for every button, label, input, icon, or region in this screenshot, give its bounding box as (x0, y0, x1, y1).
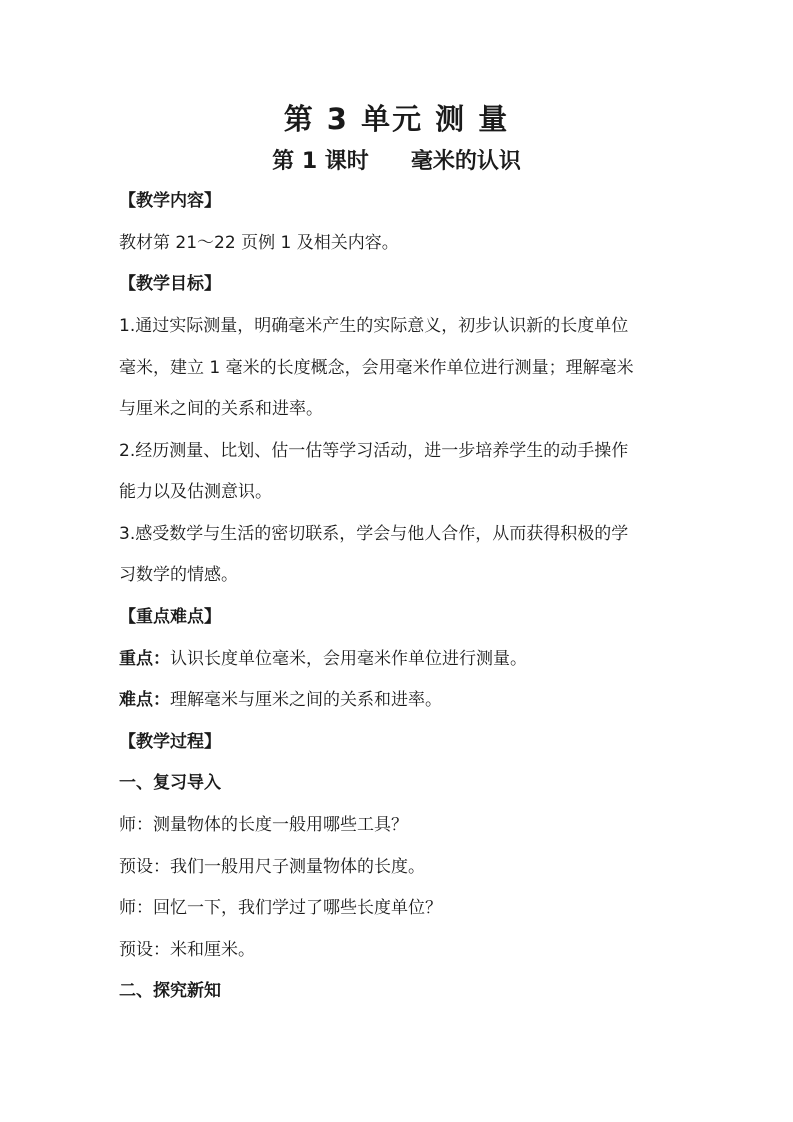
difficult-point (119, 689, 442, 711)
key-label: 重点： (119, 649, 170, 669)
goal1-line3: 与厘米之间的关系和进率。 (119, 399, 323, 419)
lesson-title (0, 144, 793, 175)
goals-heading: 【教学目标】 (119, 274, 221, 294)
process-heading: 【教学过程】 (119, 732, 221, 752)
dialog-line-4: 预设：米和厘米。 (119, 940, 255, 960)
difficult-label: 难点： (119, 690, 170, 710)
goal1-line2: 毫米，建立 1 毫米的长度概念，会用毫米作单位进行测量；理解毫米 (119, 358, 634, 378)
lesson-name: 毫米的认识 (410, 149, 521, 174)
difficult-text: 理解毫米与厘米之间的关系和进率。 (170, 690, 442, 710)
content-heading: 【教学内容】 (119, 191, 221, 211)
unit-title: 第 3 单元 测 量 (283, 102, 510, 136)
goal2-line1: 2.经历测量、比划、估一估等学习活动，进一步培养学生的动手操作 (119, 441, 629, 461)
key-heading: 【重点难点】 (119, 607, 221, 627)
lesson-number: 第 1 课时 (272, 149, 369, 174)
part2-heading: 二、探究新知 (119, 981, 221, 1001)
goal2-line2: 能力以及估测意识。 (119, 482, 272, 502)
dialog-line-3: 师：回忆一下，我们学过了哪些长度单位？ (119, 898, 442, 918)
content-text: 教材第 21～22 页例 1 及相关内容。 (119, 233, 399, 253)
goal3-line1: 3.感受数学与生活的密切联系，学会与他人合作，从而获得积极的学 (119, 524, 629, 544)
key-text: 认识长度单位毫米，会用毫米作单位进行测量。 (170, 649, 527, 669)
goal3-line2: 习数学的情感。 (119, 565, 238, 585)
key-point (119, 648, 527, 670)
part1-heading: 一、复习导入 (119, 773, 221, 793)
dialog-line-2: 预设：我们一般用尺子测量物体的长度。 (119, 857, 425, 877)
goal1-line1: 1.通过实际测量，明确毫米产生的实际意义，初步认识新的长度单位 (119, 316, 629, 336)
dialog-line-1: 师：测量物体的长度一般用哪些工具？ (119, 815, 408, 835)
